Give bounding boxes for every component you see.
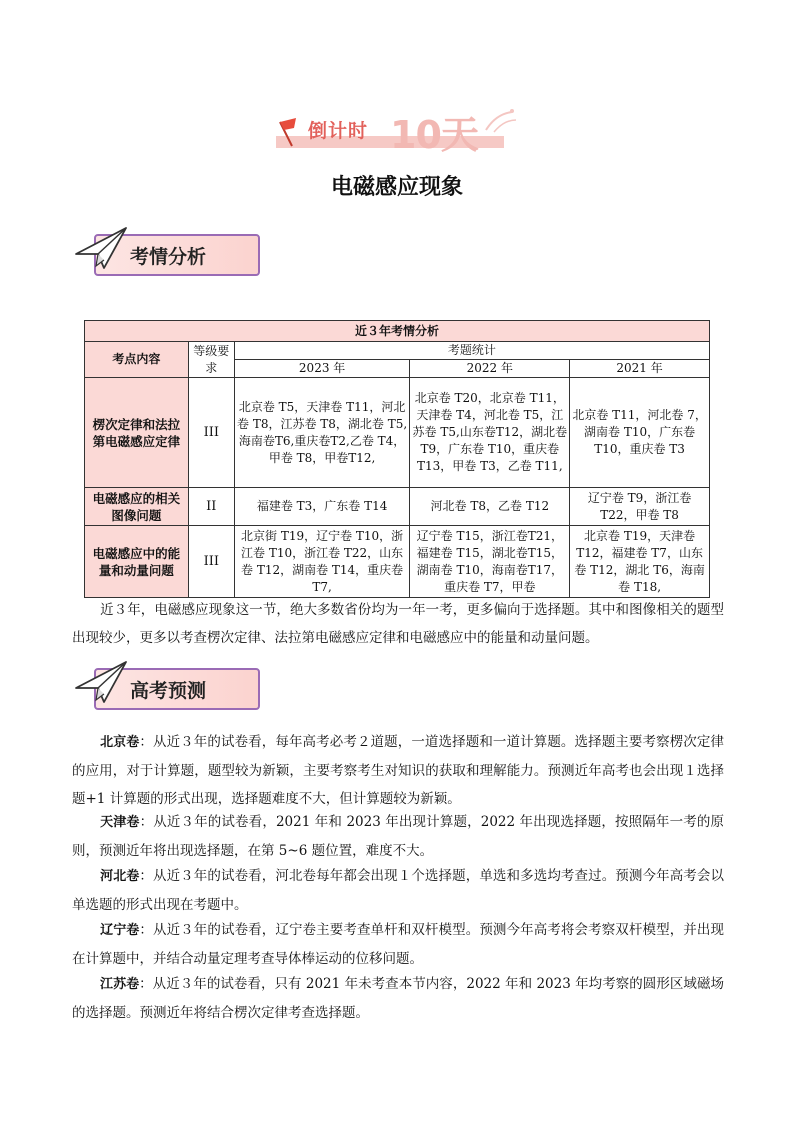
prediction-text: ：从近３年的试卷看，2021 年和 2023 年出现计算题，2022 年出现选择题，按照隔年一考的原则，预测近年将出现选择题，在第 5~6 题位置，难度不大。: [72, 814, 724, 859]
swirl-decoration-icon: [482, 106, 518, 134]
summary-text: 近３年，电磁感应现象这一节，绝大多数省份均为一年一考，更多偏向于选择题。其中和图像相关的题型出现较少，更多以考查楞次定律、法拉第电磁感应定律和电磁感应中的能量和动量问题。: [72, 602, 724, 646]
prediction-label: 江苏卷: [100, 977, 140, 992]
countdown-number: 10天: [390, 113, 478, 157]
stats-cell: 福建卷 T3，广东卷 T14: [234, 488, 410, 526]
prediction-tianjin: [72, 808, 724, 865]
col-header-level: 等级要求: [188, 342, 234, 378]
document-title: 电磁感应现象: [330, 175, 463, 200]
flag-icon: [272, 116, 302, 148]
level-cell: III: [188, 378, 234, 488]
stats-cell: 辽宁卷 T15，浙江卷T21，福建卷 T15，湖北卷T15，湖南卷 T10，海南卷T17，重庆卷 T7，甲卷: [410, 526, 570, 598]
prediction-text: ：从近３年的试卷看，每年高考必考２道题，一道选择题和一道计算题。选择题主要考察楞次定律的应用，对于计算题，题型较为新颖，主要考察考生对知识的获取和理解能力。预测近年高考也会出现１选择题+1 计算题的形式出现，选择题难度不大，但计算题较为新颖。: [72, 734, 724, 807]
year-header: 2023 年: [234, 360, 410, 378]
prediction-label: 辽宁卷: [100, 923, 140, 938]
topic-cell: 电磁感应中的能量和动量问题: [85, 526, 189, 598]
stats-cell: 北京卷 T5，天津卷 T11，河北卷 T8，江苏卷 T8，湖北卷 T5,海南卷T6,重庆卷T2,乙卷 T4，甲卷 T8，甲卷T12,: [234, 378, 410, 488]
year-header: 2021 年: [570, 360, 710, 378]
countdown-banner: [272, 106, 518, 157]
table-row: [85, 488, 710, 526]
section-label: 高考预测: [130, 680, 207, 702]
level-cell: III: [188, 526, 234, 598]
section-heading-prediction: [74, 668, 274, 712]
stats-cell: 北京卷 T11，河北卷 7，湖南卷 T10，广东卷T10，重庆卷 T3: [570, 378, 710, 488]
section-label: 考情分析: [130, 246, 207, 268]
stats-cell: 辽宁卷 T9，浙江卷T22，甲卷 T8: [570, 488, 710, 526]
stats-cell: 北京卷 T20，北京卷 T11，天津卷 T4，河北卷 T5，江苏卷 T5,山东卷T12，湖北卷 T9，广东卷 T10，重庆卷 T13，甲卷 T3，乙卷 T11,: [410, 378, 570, 488]
table-caption: 近３年考情分析: [85, 321, 710, 342]
stats-cell: 河北卷 T8，乙卷 T12: [410, 488, 570, 526]
table-row: [85, 526, 710, 598]
countdown-label: 倒计时: [308, 120, 369, 142]
prediction-liaoning: [72, 916, 724, 973]
topic-cell: 楞次定律和法拉第电磁感应定律: [85, 378, 189, 488]
prediction-text: ：从近３年的试卷看，河北卷每年都会出现１个选择题，单选和多选均考查过。预测今年高考会以单选题的形式出现在考题中。: [72, 868, 724, 913]
table-row: [85, 378, 710, 488]
prediction-label: 北京卷: [100, 735, 140, 750]
paper-plane-icon: [74, 658, 130, 708]
col-header-topic: 考点内容: [85, 342, 189, 378]
exam-stats-table: [84, 320, 710, 598]
topic-cell: 电磁感应的相关图像问题: [85, 488, 189, 526]
prediction-label: 河北卷: [100, 869, 140, 884]
stats-cell: 北京街 T19，辽宁卷 T10，浙江卷 T10，浙江卷 T22，山东卷 T12，湖南卷 T14，重庆卷 T7,: [234, 526, 410, 598]
paper-plane-icon: [74, 224, 130, 274]
prediction-text: ：从近３年的试卷看，辽宁卷主要考查单杆和双杆模型。预测今年高考将会考察双杆模型，并出现在计算题中，并结合动量定理考查导体棒运动的位移问题。: [72, 922, 724, 967]
prediction-beijing: [72, 728, 724, 813]
col-header-stats: 考题统计: [234, 342, 709, 360]
prediction-hebei: [72, 862, 724, 919]
summary-paragraph: [72, 596, 724, 652]
section-heading-analysis: [74, 234, 274, 278]
stats-cell: 北京卷 T19，天津卷T12，福建卷 T7，山东卷 T12，湖北 T6，海南卷 T18,: [570, 526, 710, 598]
level-cell: II: [188, 488, 234, 526]
year-header: 2022 年: [410, 360, 570, 378]
prediction-label: 天津卷: [100, 815, 140, 830]
prediction-text: ：从近３年的试卷看，只有 2021 年未考查本节内容，2022 年和 2023 年均考察的圆形区域磁场的选择题。预测近年将结合楞次定律考查选择题。: [72, 976, 724, 1021]
prediction-jiangsu: [72, 970, 724, 1027]
